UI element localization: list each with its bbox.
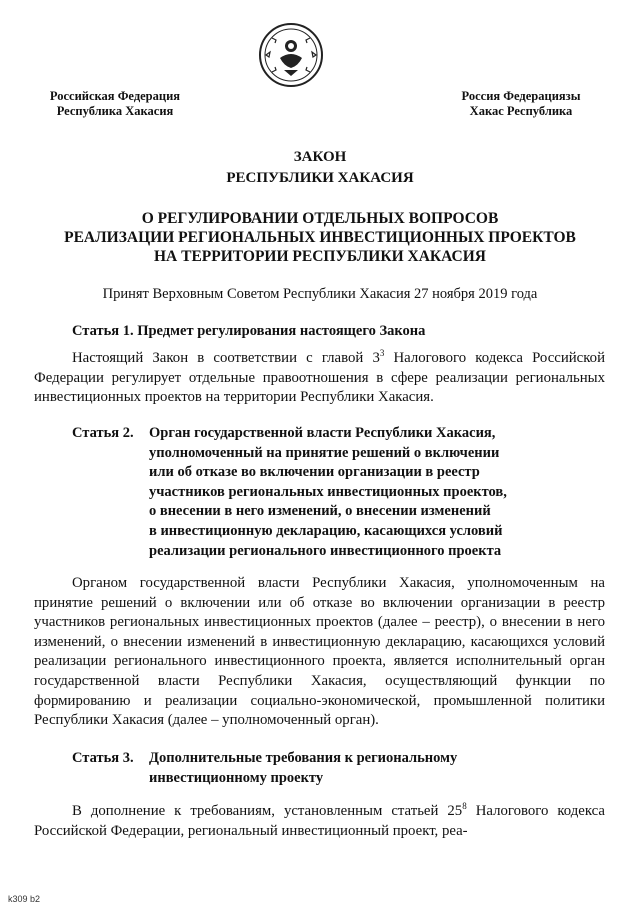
article-3-heading-line: инвестиционному проекту (149, 769, 324, 786)
article-3-heading (72, 749, 592, 788)
article-2-heading-line: уполномоченный на принятие решений о включении (149, 444, 500, 461)
article-2-heading-line: Орган государственной власти Республики Хакасия, (149, 425, 496, 441)
article-2-heading-line: или об отказе во включении организации в реестр (149, 464, 480, 481)
law-subtitle (0, 209, 640, 266)
article-2-heading-line: в инвестиционную декларацию, касающихся условий (149, 522, 503, 539)
adoption-line: Принят Верховным Советом Республики Хакасия 27 ноября 2019 года (102, 286, 538, 302)
header-left-republic: Республика Хакасия (56, 104, 174, 118)
header-left-country: Российская Федерация (49, 89, 181, 103)
law-subtitle-line3: НА ТЕРРИТОРИИ РЕСПУБЛИКИ ХАКАСИЯ (153, 248, 486, 265)
article-2-heading (72, 424, 592, 561)
article-2-heading-lines (72, 424, 592, 561)
article-2-label: Статья 2. (72, 425, 134, 441)
page-footer-code: k309 b2 (8, 894, 41, 904)
law-subtitle-line2: РЕАЛИЗАЦИИ РЕГИОНАЛЬНЫХ ИНВЕСТИЦИОННЫХ ПРОЕКТОВ (64, 229, 576, 246)
article-3-sup: 8 (462, 801, 467, 812)
article-3-text-b: Налогового кодекса Российской Федерации, региональный инвестиционный проект, реа- (34, 803, 605, 839)
article-3-heading-lines (72, 749, 592, 788)
header-right-republic: Хакас Республика (469, 104, 573, 118)
law-title-line1: ЗАКОН (293, 149, 347, 165)
article-1-text-a: Настоящий Закон в соответствии с главой 3 (72, 350, 380, 366)
article-2-heading-line: участников региональных инвестиционных проектов, (149, 483, 507, 500)
article-3-text-a: В дополнение к требованиям, установленным статьей 25 (72, 803, 463, 819)
article-1-sup: 3 (379, 348, 385, 359)
article-2-heading-line: о внесении в него изменений, о внесении изменений (149, 503, 491, 520)
law-subtitle-line1: О РЕГУЛИРОВАНИИ ОТДЕЛЬНЫХ ВОПРОСОВ (141, 210, 499, 227)
header-right-country: Россия Федерациязы (461, 89, 581, 103)
article-2-heading-line: реализации регионального инвестиционного проекта (149, 542, 502, 559)
article-3-text (34, 802, 605, 841)
article-1-text (34, 349, 605, 408)
law-title-line2: РЕСПУБЛИКИ ХАКАСИЯ (226, 170, 414, 186)
header-right (440, 89, 602, 119)
law-title (0, 147, 640, 189)
article-1-text-b: Налогового кодекса Российской Федерации регулирует отдельные правоотношения в сфере реализации региональных инвестиционных проектов на территории Республики Хакасия. (34, 350, 605, 406)
article-1-heading: Статья 1. Предмет регулирования настоящего Закона (72, 323, 426, 339)
article-2-text: Органом государственной власти Республики Хакасия, уполномоченным на принятие решений о включении или об отказе во включении организации в реестр участников региональных инвестиционных проектов (далее – реестр), о внесении в него изменений, о внесении изменений в инвестиционную декларацию, касающихся условий реализации регионального инвестиционного проекта, является исполнительный орган государственной власти Республики Хакасия, осуществляющий функции по формированию и реализации социально-экономической, промышленной политики Республики Хакасия (далее – уполномоченный орган). (34, 575, 605, 729)
article-3-label: Статья 3. (72, 750, 134, 766)
article-3-heading-line: Дополнительные требования к региональному (149, 750, 458, 766)
header-left (39, 89, 191, 119)
coat-of-arms-emblem (258, 22, 324, 88)
